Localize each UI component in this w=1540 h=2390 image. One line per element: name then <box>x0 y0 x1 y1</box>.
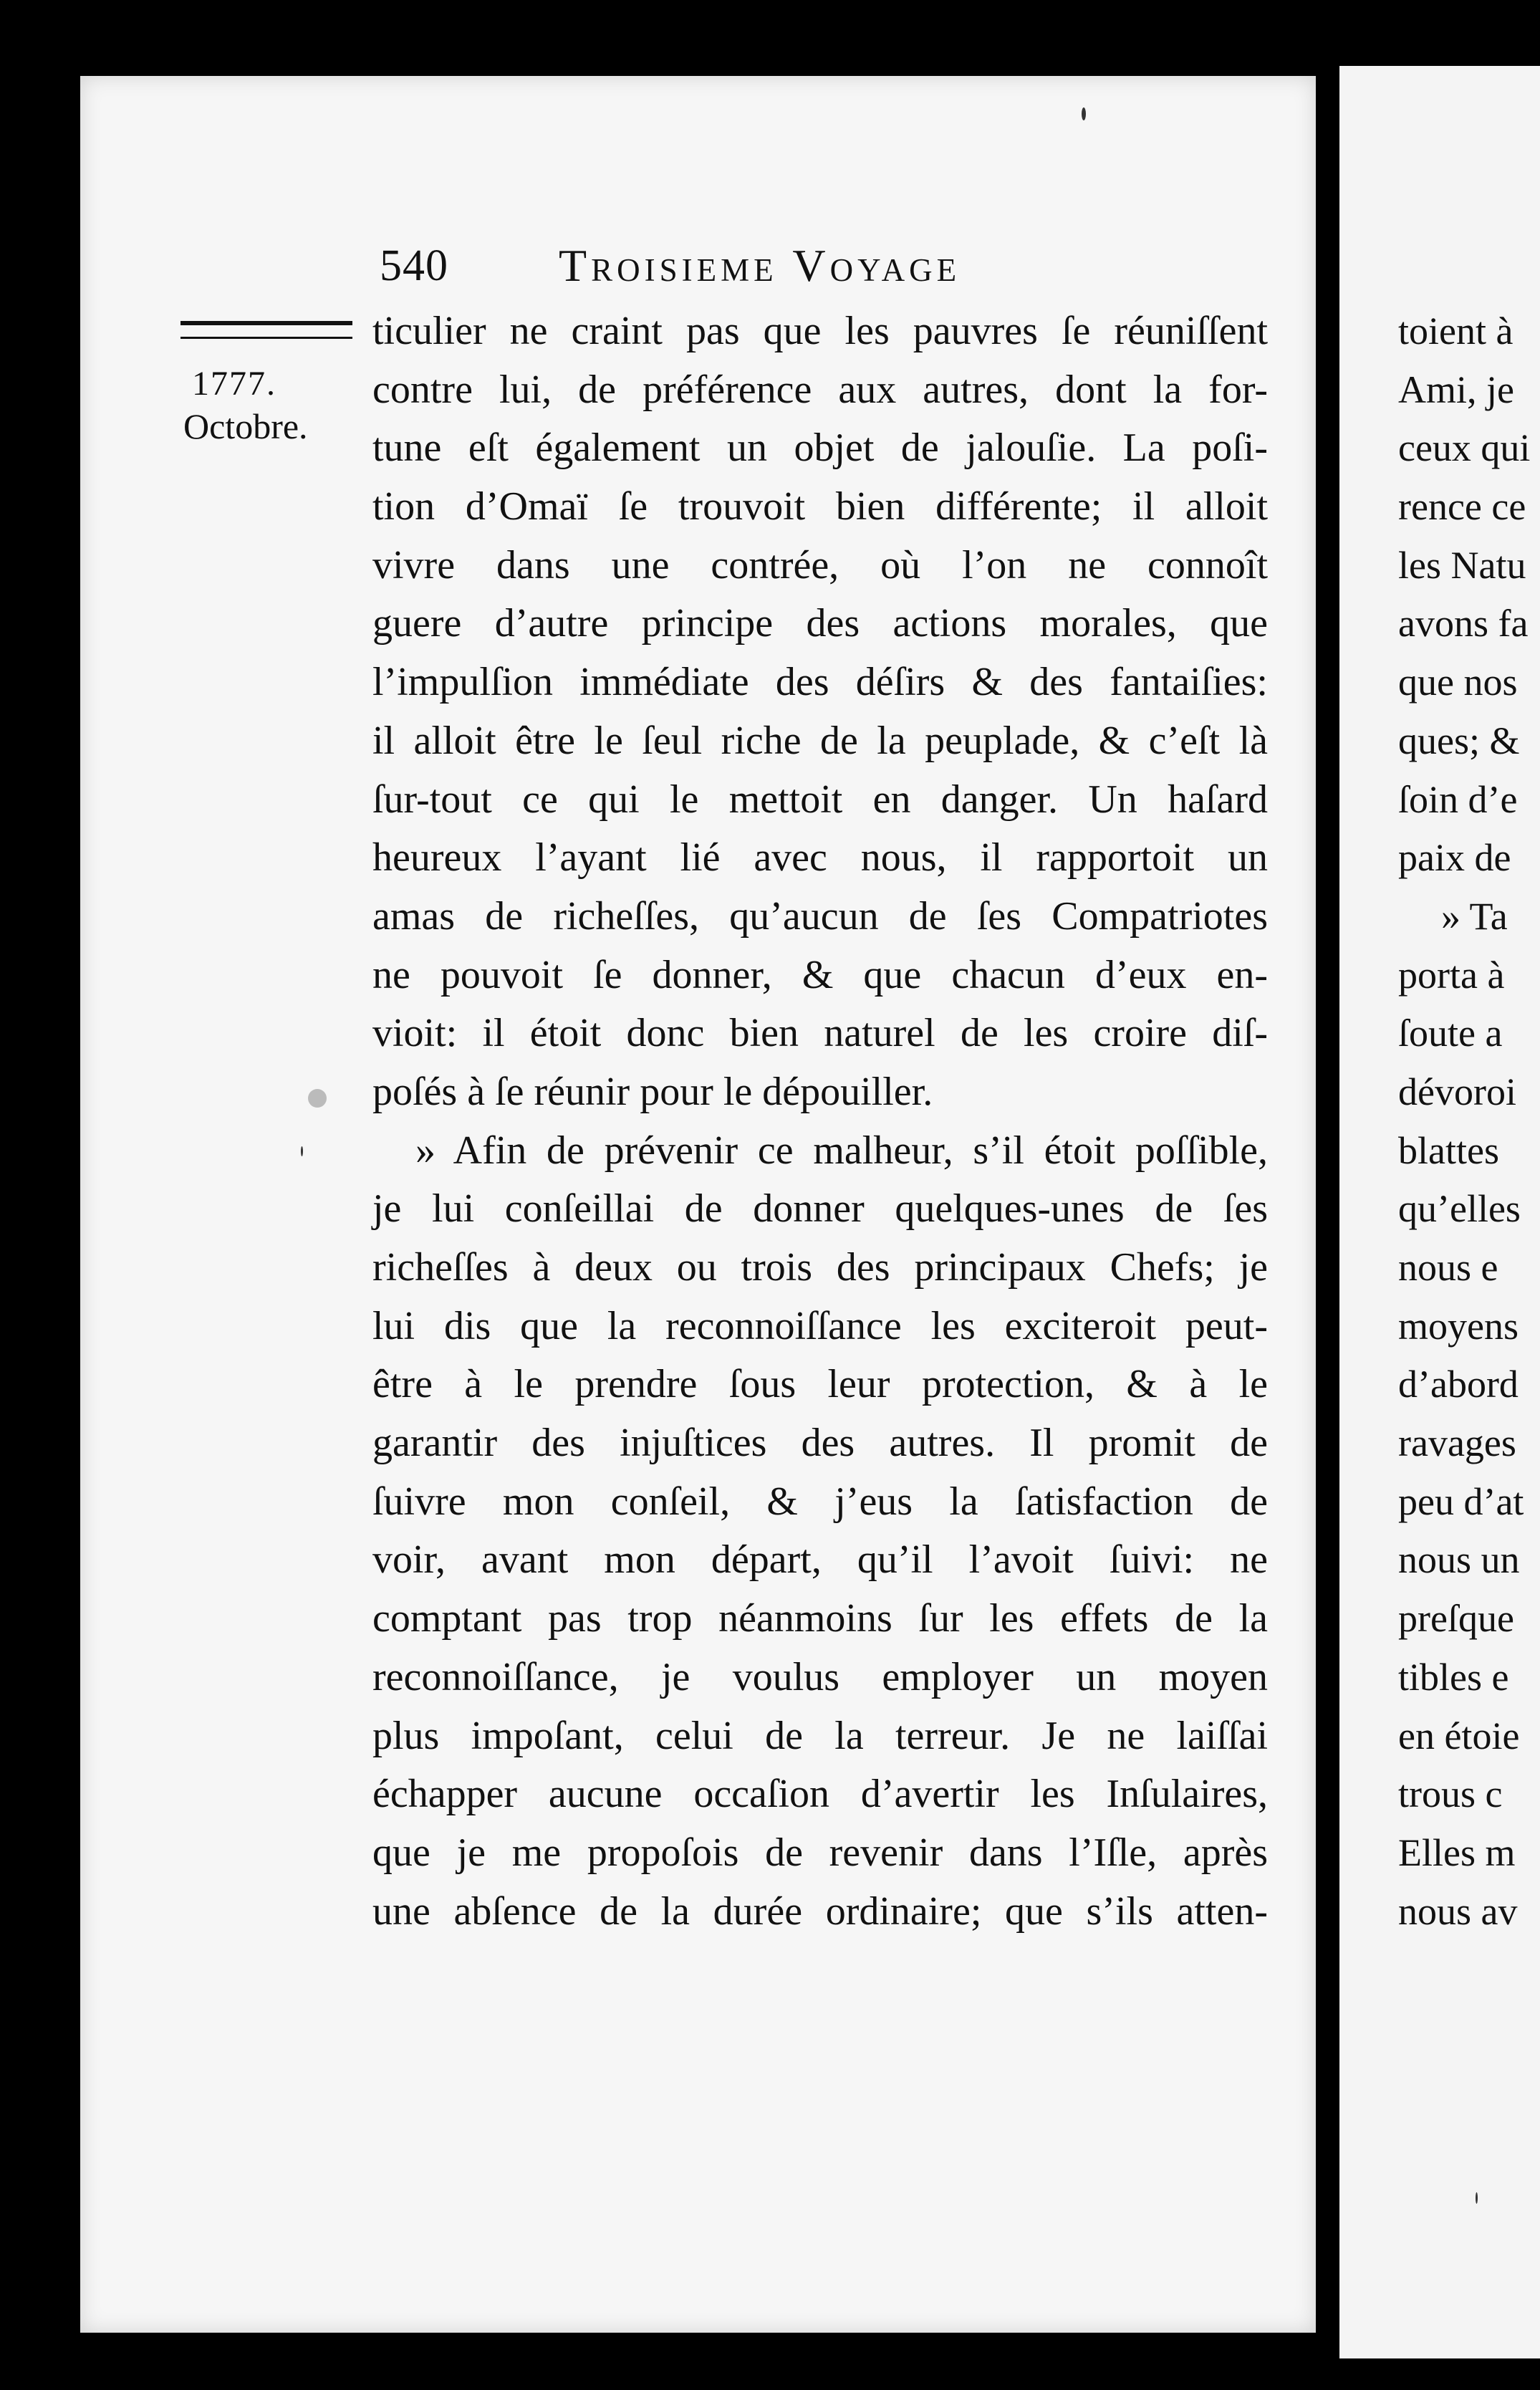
paper-speck <box>308 1089 327 1108</box>
margin-month: Octobre. <box>183 406 308 446</box>
right-text-line: que nos <box>1398 661 1518 704</box>
text-line: comptant pas trop néanmoins ſur les effets de la <box>372 1596 1268 1641</box>
text-line: plus impoſant, celui de la terreur. Je ne laiſſai <box>372 1713 1268 1758</box>
right-text-line: paix de <box>1398 836 1511 880</box>
text-line: garantir des injuſtices des autres. Il promit de <box>372 1421 1268 1466</box>
right-text-line: ques; & <box>1398 719 1520 762</box>
body-text <box>372 302 1268 1941</box>
right-text-line: tibles e <box>1398 1655 1509 1699</box>
right-text-line: en étoie <box>1398 1714 1520 1757</box>
text-line: voir, avant mon départ, qu’il l’avoit ſuivi: ne <box>372 1537 1268 1583</box>
text-line: reconnoiſſance, je voulus employer un moyen <box>372 1654 1268 1699</box>
text-line: vivre dans une contrée, où l’on ne connoît <box>372 542 1268 587</box>
text-line: richeſſes à deux ou trois des principaux Chefs; je <box>372 1245 1268 1290</box>
text-line: ſuivre mon conſeil, & j’eus la ſatisfaction de <box>372 1479 1268 1524</box>
text-line: que je me propoſois de revenir dans l’Iſle, après <box>372 1830 1268 1875</box>
right-text-line: les Natu <box>1398 543 1526 587</box>
right-text-line: peu d’at <box>1398 1479 1524 1523</box>
page-header <box>380 236 1096 294</box>
page-number: 540 <box>380 241 448 290</box>
text-line: ſur-tout ce qui le mettoit en danger. Un haſard <box>372 777 1268 822</box>
text-line: l’impulſion immédiate des déſirs & des fantaiſies: <box>372 660 1268 705</box>
right-text-line: avons fa <box>1398 602 1529 646</box>
running-title: Troisieme Voyage <box>559 240 961 291</box>
text-line: amas de richeſſes, qu’aucun de ſes Compatriotes <box>372 893 1268 939</box>
right-text-line: rence ce <box>1398 485 1526 529</box>
right-text-line: ceux qui <box>1398 426 1531 470</box>
margin-year: 1777. <box>192 365 276 403</box>
text-line: tion d’Omaï ſe trouvoit bien différente; il alloit <box>372 484 1268 529</box>
right-page-text <box>1398 302 1540 1941</box>
paper-speck <box>1082 107 1086 120</box>
right-text-line: ſoute a <box>1398 1012 1503 1055</box>
right-text-line: nous av <box>1398 1889 1518 1933</box>
text-line: contre lui, de préférence aux autres, dont la for- <box>372 367 1268 412</box>
margin-rule <box>181 321 352 339</box>
text-line: ne pouvoit ſe donner, & que chacun d’eux en- <box>372 952 1268 997</box>
right-text-line: nous un <box>1398 1538 1520 1582</box>
right-text-line: qu’elles <box>1398 1187 1521 1231</box>
text-line: heureux l’ayant lié avec nous, il rapportoit un <box>372 835 1268 880</box>
text-line: ticulier ne craint pas que les pauvres ſe réuniſſent <box>372 309 1268 353</box>
right-text-line: ravages <box>1398 1421 1516 1465</box>
right-text-line: toient à <box>1398 309 1513 352</box>
right-text-line: Ami, je <box>1398 368 1514 411</box>
text-line: une abſence de la durée ordinaire; que s’ils atten- <box>372 1889 1268 1934</box>
text-line: vioit: il étoit donc bien naturel de les croire diſ- <box>372 1011 1268 1056</box>
text-line: être à le prendre ſous leur protection, & à le <box>372 1362 1268 1407</box>
text-line: il alloit être le ſeul riche de la peuplade, & c’eſt là <box>372 718 1268 763</box>
right-text-line: d’abord <box>1398 1363 1519 1406</box>
text-line: je lui conſeillai de donner quelques-unes de ſes <box>372 1186 1268 1232</box>
right-text-line: preſque <box>1398 1597 1514 1641</box>
right-text-line: ſoin d’e <box>1398 777 1518 821</box>
text-line: échapper aucune occaſion d’avertir les Inſulaires, <box>372 1772 1268 1817</box>
text-line: poſés à ſe réunir pour le dépouiller. <box>372 1069 933 1114</box>
right-text-line: » Ta <box>1441 894 1508 938</box>
text-line: tune eſt également un objet de jalouſie. La poſi- <box>372 426 1268 471</box>
paper-speck <box>301 1146 303 1156</box>
text-line: lui dis que la reconnoiſſance les exciteroit peut- <box>372 1303 1268 1348</box>
right-text-line: porta à <box>1398 953 1505 997</box>
text-line: » Afin de prévenir ce malheur, s’il étoit poſſible, <box>415 1128 1268 1173</box>
paper-speck <box>1476 2192 1478 2204</box>
right-text-line: dévoroi <box>1398 1070 1516 1113</box>
right-text-line: blattes <box>1398 1128 1499 1172</box>
right-text-line: nous e <box>1398 1246 1498 1289</box>
right-text-line: moyens <box>1398 1304 1519 1348</box>
text-line: guere d’autre principe des actions morales, que <box>372 601 1268 646</box>
right-text-line: trous c <box>1398 1772 1503 1816</box>
right-text-line: Elles m <box>1398 1830 1516 1874</box>
